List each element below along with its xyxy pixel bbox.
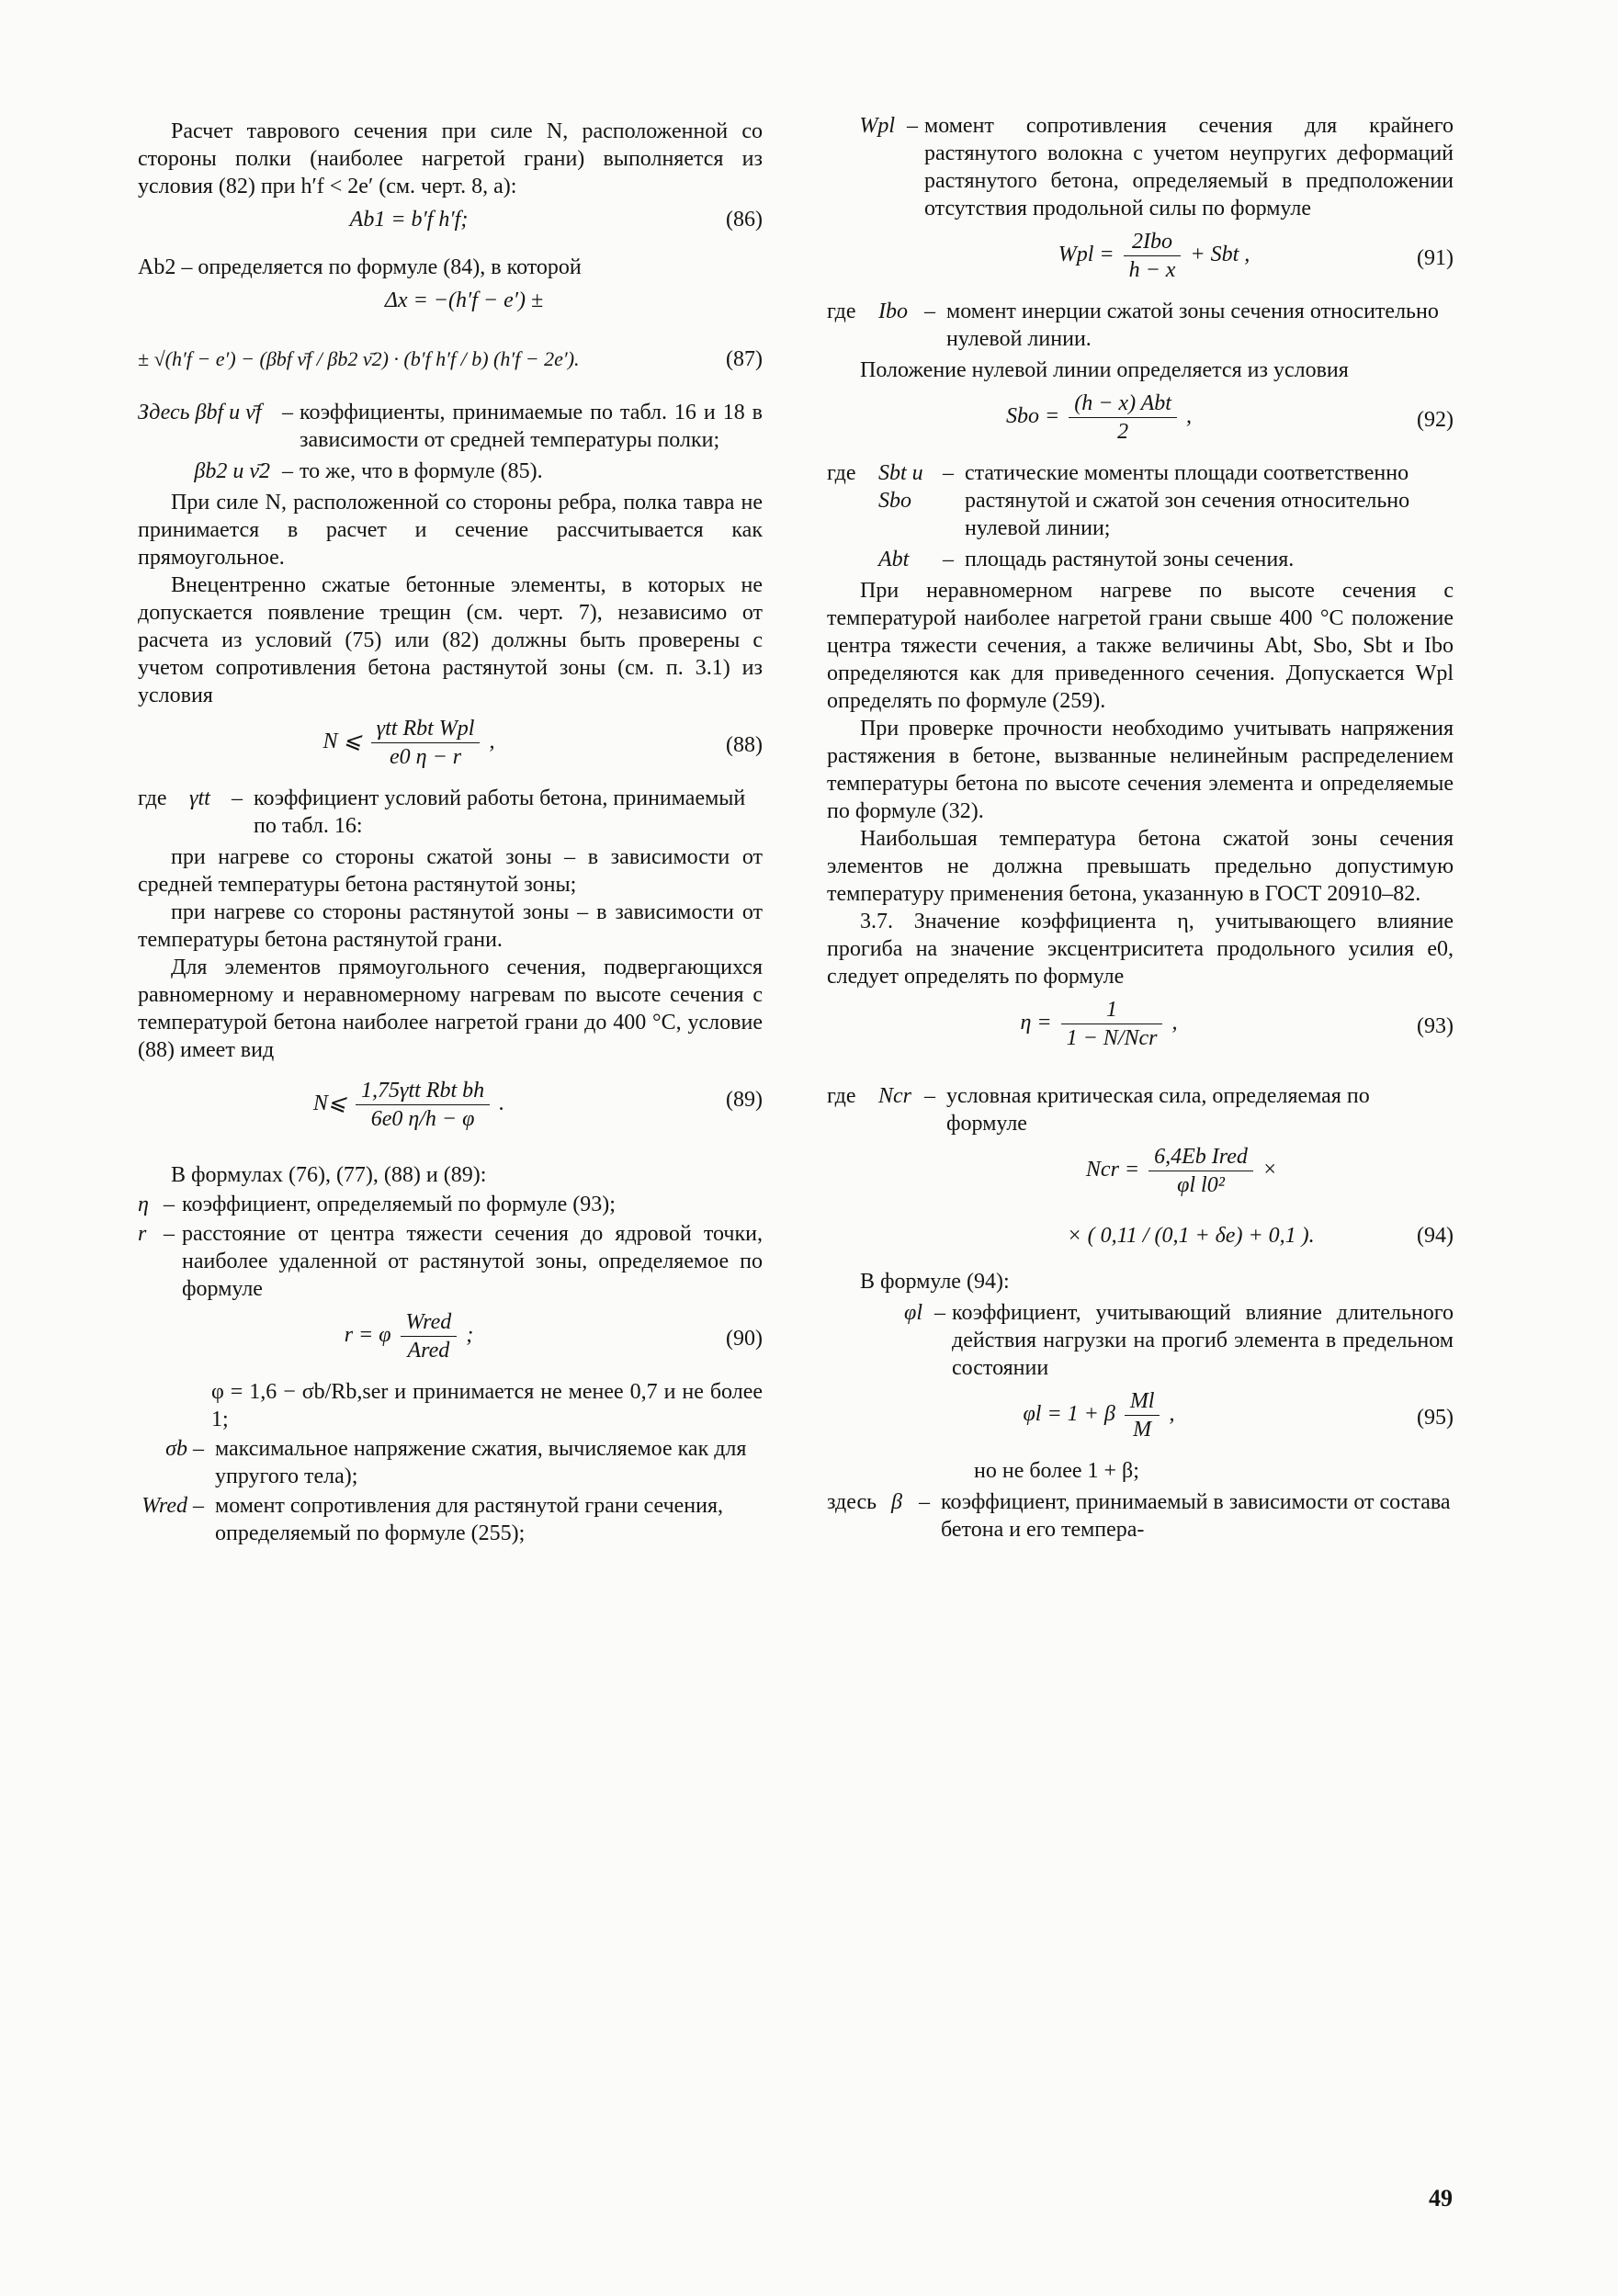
paragraph: В формуле (94):	[860, 1270, 1010, 1294]
paragraph: При проверке прочности необходимо учитывать напряжения растяжения в бетоне, вызванные нелинейным распределением температуры бетона по высоте сечения элемента и определяемые по формуле (32).	[827, 717, 1454, 823]
paragraph: 3.7. Значение коэффициента η, учитывающего влияние прогиба на значение эксцентриситета продольного усилия e0, следует определять по формуле	[827, 910, 1454, 989]
paragraph: Для элементов прямоугольного сечения, подвергающихся равномерному и неравномерному нагревам по высоте сечения с температурой бетона наиболее нагретой грани до 400 °С, условие (88) имеет вид	[138, 956, 763, 1062]
formula-86	[138, 206, 763, 248]
paragraph: Положение нулевой линии определяется из условия	[860, 358, 1349, 382]
page-number: 49	[1429, 2185, 1453, 2211]
left-column	[138, 108, 763, 1549]
paragraph: Наибольшая температура бетона сжатой зоны сечения элементов не должна превышать предельно допустимую температуру применения бетона, указанную в ГОСТ 20910–82.	[827, 827, 1454, 906]
formula-number: (93)	[1417, 1014, 1454, 1038]
formula-expression: η = $\frac{1}{\text{1 − N/Ncr}}$ ,	[1020, 998, 1178, 1050]
definition-item: здесь β – коэффициент, принимаемый в зависимости от состава бетона и его темпера-	[827, 1490, 1451, 1542]
definition-item: φl – коэффициент, учитывающий влияние длительного действия нагрузки на прогиб элемента в предельном состоянии	[904, 1301, 1454, 1380]
paragraph: При неравномерном нагреве по высоте сечения с температурой наиболее нагретой грани свыше 400 °С положение центра тяжести сечения, а также величины Abt, Sbo, Sbt и Ibo определяются как для приведенного сечения. Допускается Wpl определять по формуле (259).	[827, 579, 1454, 713]
formula-94-line2	[827, 1213, 1454, 1262]
formula-95	[827, 1387, 1454, 1452]
formula-expression: φl = 1 + β $\frac{Ml}{M}$ ,	[1023, 1389, 1175, 1442]
formula-expression: N⩽ $\frac{\text{1,75γtt Rbt bh}}{6e0 \eta/h - \varphi}$ .	[312, 1079, 505, 1131]
definition-item: Abt – площадь растянутой зоны сечения.	[878, 548, 1295, 571]
definition-text: коэффициенты, принимаемые по табл. 16 и 18 в зависимости от средней температуры полки;	[300, 401, 763, 452]
formula-number: (95)	[1417, 1406, 1454, 1430]
paragraph: При силе N, расположенной со стороны ребра, полка тавра не принимается в расчет и сечение рассчитывается как прямоугольное.	[138, 491, 763, 570]
definition-symbol: βb2 и ν̄2	[194, 459, 270, 483]
definition-item: Здесь βbf и ν̄f – коэффициенты, принимаемые по табл. 16 и 18 в зависимости от средней температуры полки;	[138, 401, 763, 452]
formula-number: (86)	[726, 208, 763, 232]
paragraph: В формулах (76), (77), (88) и (89):	[171, 1163, 487, 1187]
definition-symbol: Здесь βbf и ν̄f	[138, 401, 262, 424]
formula-number: (92)	[1417, 408, 1454, 432]
formula-expression: × ( 0,11 / (0,1 + δe) + 0,1 ).	[1067, 1224, 1315, 1248]
formula-expression: Wpl = $\frac{\text{2Ibo}}{h - x}$ + Sbt ,	[1058, 230, 1250, 282]
paragraph: при нагреве со стороны сжатой зоны – в зависимости от средней температуры бетона растянутой зоны;	[138, 845, 763, 897]
formula-89	[138, 1077, 763, 1141]
formula-number: (91)	[1417, 246, 1454, 270]
formula-88	[138, 715, 763, 779]
formula-90	[138, 1308, 763, 1373]
definition-item: Wred – момент сопротивления для растянутой грани сечения, определяемый по формуле (255);	[141, 1494, 724, 1545]
definition-item: где Ibo – момент инерции сжатой зоны сечения относительно нулевой линии.	[827, 300, 1439, 351]
formula-number: (88)	[726, 733, 763, 757]
definition-item: Wpl – момент сопротивления сечения для крайнего растянутого волокна с учетом неупругих деформаций растянутого бетона, определяемый в предположении отсутствия продольной силы по формуле	[859, 114, 1454, 221]
definition-item: η – коэффициент, определяемый по формуле (93);	[138, 1193, 616, 1216]
definition-symbol: γtt	[189, 786, 210, 810]
formula-91	[827, 228, 1454, 292]
formula-number: (94)	[1417, 1224, 1454, 1248]
formula-94-line1	[827, 1143, 1454, 1207]
formula-number: (89)	[726, 1088, 763, 1112]
formula-92	[827, 390, 1454, 454]
paragraph: Ab2 – определяется по формуле (84), в которой	[138, 255, 582, 279]
paragraph: но не более 1 + β;	[974, 1459, 1139, 1483]
definition-item: где γtt – коэффициент условий работы бетона, принимаемый по табл. 16:	[138, 785, 763, 840]
definition-item: r – расстояние от центра тяжести сечения до ядровой точки, наиболее удаленной от растянутой зоны, определяемое по формуле	[138, 1222, 763, 1301]
formula-expression: Sbo = $\frac{\text{(h − x) Abt}}{2}$ ,	[1006, 391, 1192, 444]
definition-item: где Ncr – условная критическая сила, определяемая по формуле	[827, 1084, 1370, 1136]
formula-expression: Δx = −(h′f − e′) ±	[384, 288, 544, 312]
formula-expression: Ab1 = b′f h′f;	[349, 208, 469, 232]
definition-item: βb2 и ν̄2 – то же, что в формуле (85).	[138, 458, 763, 485]
formula-87-line2	[138, 329, 763, 393]
paragraph: при нагреве со стороны растянутой зоны – в зависимости от температуры бетона растянутой грани.	[138, 900, 763, 952]
formula-number: (87)	[726, 347, 763, 371]
formula-number: (90)	[726, 1327, 763, 1351]
formula-expression: r = φ $\frac{\text{Wred}}{\text{Ared}}$ ;	[344, 1310, 474, 1363]
formula-87-line1	[138, 287, 763, 323]
definition-text: то же, что в формуле (85).	[300, 459, 543, 483]
formula-expression: ± √(h′f − e′) − (βbf ν̄f / βb2 ν̄2) · (b′f h′f / b) (h′f − 2e′).	[138, 347, 580, 370]
formula-expression: Ncr = $\frac{\text{6,4Eb Ired}}{\text{φl l0²}}$ ×	[1085, 1145, 1278, 1197]
formula-expression: N ⩽ $\frac{\text{γtt Rbt Wpl}}{e0 \eta - r}$ ,	[322, 717, 495, 769]
paragraph: Расчет таврового сечения при силе N, расположенной со стороны полки (наиболее нагретой грани) выполняется из условия (82) при h′f < 2e′ (см. черт. 8, а):	[138, 119, 763, 198]
formula-93	[827, 996, 1454, 1077]
paragraph: φ = 1,6 − σb/Rb,ser и принимается не менее 0,7 и не более 1;	[211, 1380, 763, 1431]
right-column	[827, 108, 1454, 1547]
paragraph: Внецентренно сжатые бетонные элементы, в которых не допускается появление трещин (см. черт. 7), независимо от расчета из условий (75) или (82) должны быть проверены с учетом сопротивления бетона растянутой зоны (см. п. 3.1) из условия	[138, 573, 763, 707]
definition-text: коэффициент условий работы бетона, принимаемый по табл. 16:	[254, 786, 746, 838]
definition-item: где Sbt и Sbo – статические моменты площади соответственно растянутой и сжатой зон сечения относительно нулевой линии;	[827, 461, 1410, 540]
definition-item: σb – максимальное напряжение сжатия, вычисляемое как для упругого тела);	[165, 1437, 747, 1488]
